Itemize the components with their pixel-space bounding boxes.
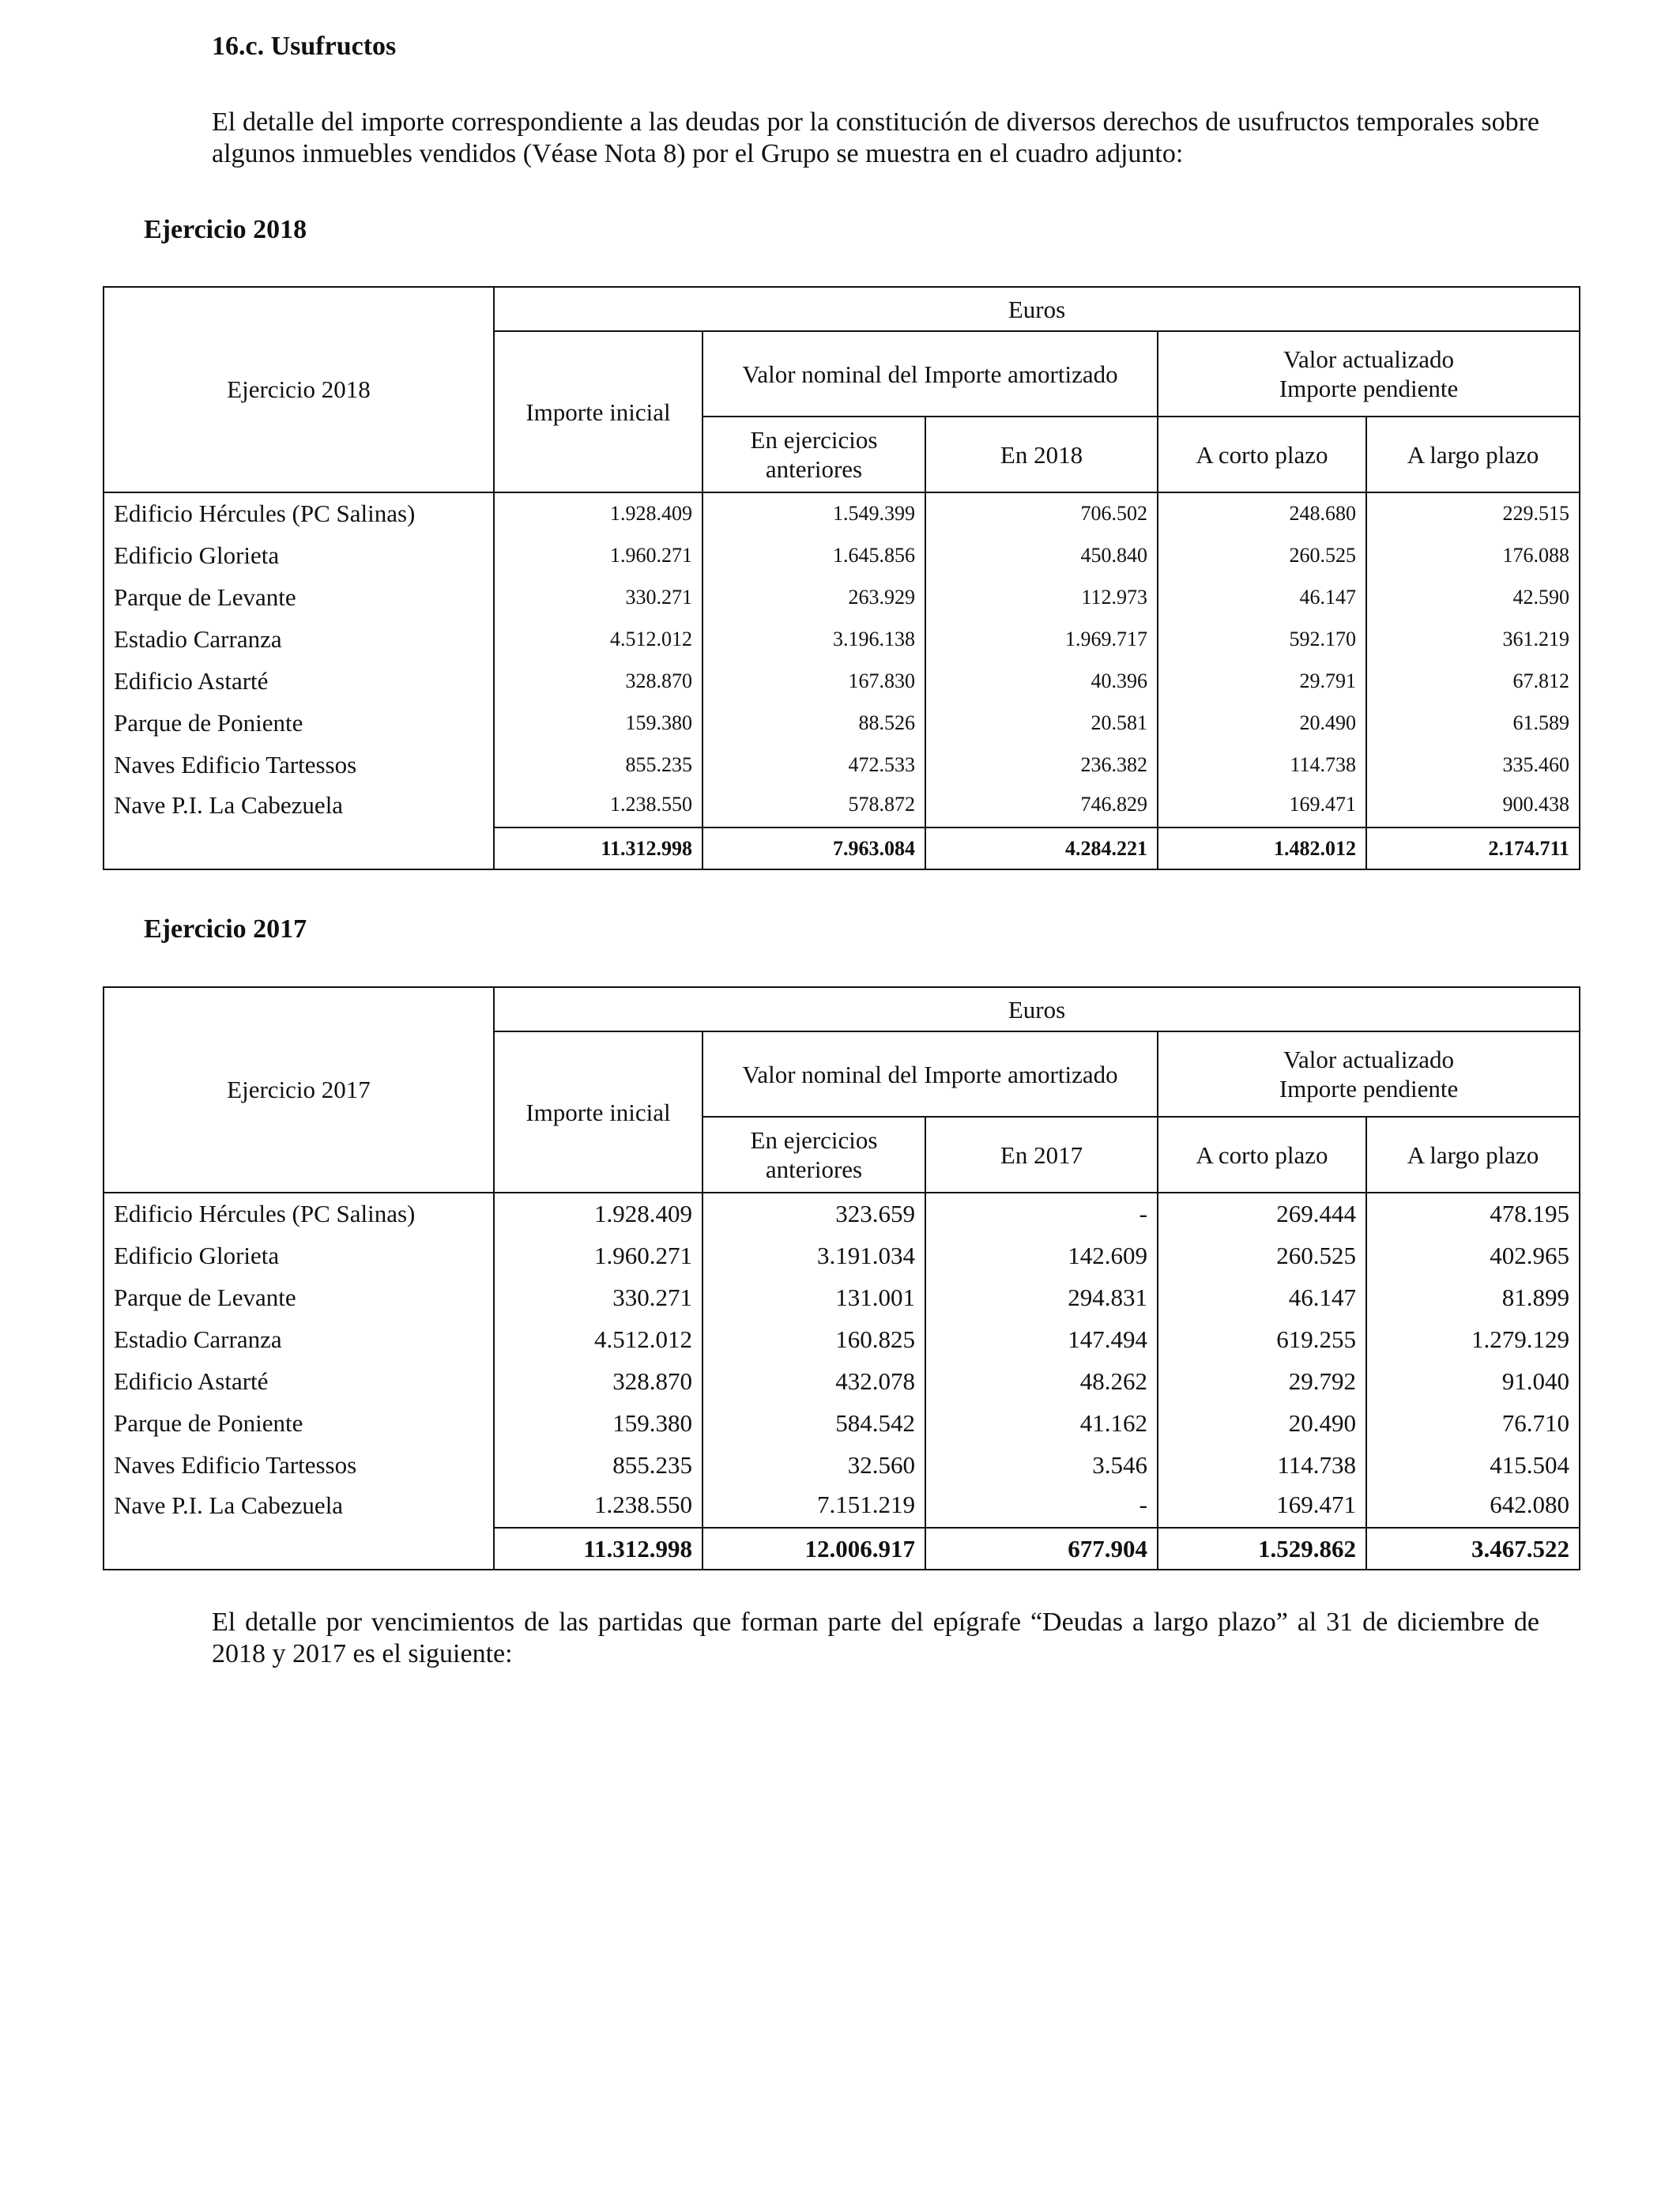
value-cell: 41.162 bbox=[925, 1402, 1158, 1444]
value-cell: 263.929 bbox=[703, 576, 925, 618]
valor-nominal-header: Valor nominal del Importe amortizado bbox=[703, 1031, 1158, 1117]
total-cell: 677.904 bbox=[925, 1528, 1158, 1570]
valor-actualizado-header: Valor actualizado Importe pendiente bbox=[1158, 331, 1580, 417]
value-cell: 114.738 bbox=[1158, 1444, 1366, 1486]
value-cell: 88.526 bbox=[703, 702, 925, 744]
row-label: Parque de Poniente bbox=[104, 1402, 494, 1444]
corner-header: Ejercicio 2017 bbox=[104, 987, 494, 1193]
usufructos-table-2017 bbox=[103, 986, 1580, 1570]
value-cell: 432.078 bbox=[703, 1360, 925, 1402]
en-year-header: En 2017 bbox=[925, 1117, 1158, 1193]
value-cell: 81.899 bbox=[1366, 1276, 1580, 1318]
value-cell: 1.969.717 bbox=[925, 618, 1158, 660]
value-cell: 330.271 bbox=[494, 576, 703, 618]
value-cell: 91.040 bbox=[1366, 1360, 1580, 1402]
value-cell: 7.151.219 bbox=[703, 1486, 925, 1528]
table-row bbox=[104, 744, 1580, 786]
value-cell: 169.471 bbox=[1158, 1486, 1366, 1528]
row-label: Edificio Hércules (PC Salinas) bbox=[104, 1193, 494, 1235]
row-label: Edificio Glorieta bbox=[104, 1235, 494, 1276]
row-label: Edificio Hércules (PC Salinas) bbox=[104, 492, 494, 534]
value-cell: 67.812 bbox=[1366, 660, 1580, 702]
table-title-2017: Ejercicio 2017 bbox=[144, 914, 307, 944]
row-label: Nave P.I. La Cabezuela bbox=[104, 786, 494, 827]
value-cell: 900.438 bbox=[1366, 786, 1580, 827]
value-cell: 159.380 bbox=[494, 702, 703, 744]
importe-inicial-header: Importe inicial bbox=[494, 1031, 703, 1193]
value-cell: 29.792 bbox=[1158, 1360, 1366, 1402]
value-cell: 328.870 bbox=[494, 1360, 703, 1402]
importe-inicial-header: Importe inicial bbox=[494, 331, 703, 492]
value-cell: 1.238.550 bbox=[494, 1486, 703, 1528]
value-cell: 3.191.034 bbox=[703, 1235, 925, 1276]
value-cell: 472.533 bbox=[703, 744, 925, 786]
value-cell: 260.525 bbox=[1158, 1235, 1366, 1276]
row-label: Estadio Carranza bbox=[104, 618, 494, 660]
total-cell: 1.529.862 bbox=[1158, 1528, 1366, 1570]
largo-plazo-header: A largo plazo bbox=[1366, 417, 1580, 492]
en-ejercicios-anteriores-header: En ejercicios anteriores bbox=[703, 417, 925, 492]
total-cell: 7.963.084 bbox=[703, 827, 925, 869]
value-cell: 159.380 bbox=[494, 1402, 703, 1444]
value-cell: 1.960.271 bbox=[494, 534, 703, 576]
value-cell: 46.147 bbox=[1158, 1276, 1366, 1318]
value-cell: 855.235 bbox=[494, 744, 703, 786]
value-cell: 450.840 bbox=[925, 534, 1158, 576]
euros-header: Euros bbox=[494, 287, 1580, 331]
value-cell: 1.960.271 bbox=[494, 1235, 703, 1276]
table-row bbox=[104, 702, 1580, 744]
value-cell: 167.830 bbox=[703, 660, 925, 702]
row-label: Edificio Astarté bbox=[104, 660, 494, 702]
value-cell: 746.829 bbox=[925, 786, 1158, 827]
value-cell: 1.238.550 bbox=[494, 786, 703, 827]
value-cell: 4.512.012 bbox=[494, 618, 703, 660]
total-cell: 11.312.998 bbox=[494, 1528, 703, 1570]
en-year-header: En 2018 bbox=[925, 417, 1158, 492]
row-label: Parque de Levante bbox=[104, 1276, 494, 1318]
value-cell: 323.659 bbox=[703, 1193, 925, 1235]
value-cell: 578.872 bbox=[703, 786, 925, 827]
value-cell: 20.490 bbox=[1158, 1402, 1366, 1444]
value-cell: 112.973 bbox=[925, 576, 1158, 618]
euros-header: Euros bbox=[494, 987, 1580, 1031]
value-cell: 1.928.409 bbox=[494, 1193, 703, 1235]
table-body-2018 bbox=[104, 492, 1580, 869]
value-cell: 131.001 bbox=[703, 1276, 925, 1318]
table-row bbox=[104, 1193, 1580, 1235]
value-cell: 269.444 bbox=[1158, 1193, 1366, 1235]
value-cell: 335.460 bbox=[1366, 744, 1580, 786]
table-row bbox=[104, 534, 1580, 576]
value-cell: 855.235 bbox=[494, 1444, 703, 1486]
outro-paragraph: El detalle por vencimientos de las partidas que forman parte del epígrafe “Deudas a largo plazo” al 31 de diciembre de 2018 y 2017 es el siguiente: bbox=[212, 1608, 1539, 1668]
total-cell: 4.284.221 bbox=[925, 827, 1158, 869]
table-row bbox=[104, 1486, 1580, 1528]
total-cell: 11.312.998 bbox=[494, 827, 703, 869]
totals-row bbox=[104, 827, 1580, 869]
usufructos-table-2018 bbox=[103, 286, 1580, 870]
row-label: Naves Edificio Tartessos bbox=[104, 1444, 494, 1486]
value-cell: 20.581 bbox=[925, 702, 1158, 744]
value-cell: 147.494 bbox=[925, 1318, 1158, 1360]
value-cell: 3.196.138 bbox=[703, 618, 925, 660]
value-cell: 1.549.399 bbox=[703, 492, 925, 534]
totals-blank-cell bbox=[104, 827, 494, 869]
value-cell: 260.525 bbox=[1158, 534, 1366, 576]
table-row bbox=[104, 618, 1580, 660]
value-cell: 46.147 bbox=[1158, 576, 1366, 618]
total-cell: 3.467.522 bbox=[1366, 1528, 1580, 1570]
row-label: Parque de Poniente bbox=[104, 702, 494, 744]
value-cell: 32.560 bbox=[703, 1444, 925, 1486]
value-cell: 236.382 bbox=[925, 744, 1158, 786]
value-cell: 706.502 bbox=[925, 492, 1158, 534]
row-label: Nave P.I. La Cabezuela bbox=[104, 1486, 494, 1528]
total-cell: 1.482.012 bbox=[1158, 827, 1366, 869]
value-cell: - bbox=[925, 1486, 1158, 1528]
value-cell: 20.490 bbox=[1158, 702, 1366, 744]
value-cell: 176.088 bbox=[1366, 534, 1580, 576]
row-label: Naves Edificio Tartessos bbox=[104, 744, 494, 786]
value-cell: 76.710 bbox=[1366, 1402, 1580, 1444]
value-cell: 642.080 bbox=[1366, 1486, 1580, 1528]
totals-row bbox=[104, 1528, 1580, 1570]
table-row bbox=[104, 1276, 1580, 1318]
table-row bbox=[104, 492, 1580, 534]
value-cell: 142.609 bbox=[925, 1235, 1158, 1276]
corto-plazo-header: A corto plazo bbox=[1158, 417, 1366, 492]
value-cell: 619.255 bbox=[1158, 1318, 1366, 1360]
value-cell: 48.262 bbox=[925, 1360, 1158, 1402]
value-cell: 4.512.012 bbox=[494, 1318, 703, 1360]
value-cell: 61.589 bbox=[1366, 702, 1580, 744]
value-cell: 160.825 bbox=[703, 1318, 925, 1360]
value-cell: 361.219 bbox=[1366, 618, 1580, 660]
value-cell: 415.504 bbox=[1366, 1444, 1580, 1486]
table-title-2018: Ejercicio 2018 bbox=[144, 215, 307, 244]
value-cell: 294.831 bbox=[925, 1276, 1158, 1318]
value-cell: 584.542 bbox=[703, 1402, 925, 1444]
intro-paragraph: El detalle del importe correspondiente a las deudas por la constitución de diversos derechos de usufructos temporales sobre algunos inmuebles vendidos (Véase Nota 8) por el Grupo se muestra en el cuadro adjunto: bbox=[212, 107, 1539, 168]
value-cell: 1.928.409 bbox=[494, 492, 703, 534]
value-cell: 169.471 bbox=[1158, 786, 1366, 827]
largo-plazo-header: A largo plazo bbox=[1366, 1117, 1580, 1193]
value-cell: - bbox=[925, 1193, 1158, 1235]
table-row bbox=[104, 1402, 1580, 1444]
section-heading: 16.c. Usufructos bbox=[212, 32, 397, 61]
value-cell: 1.645.856 bbox=[703, 534, 925, 576]
total-cell: 12.006.917 bbox=[703, 1528, 925, 1570]
row-label: Estadio Carranza bbox=[104, 1318, 494, 1360]
table-row bbox=[104, 1360, 1580, 1402]
row-label: Parque de Levante bbox=[104, 576, 494, 618]
row-label: Edificio Glorieta bbox=[104, 534, 494, 576]
value-cell: 592.170 bbox=[1158, 618, 1366, 660]
value-cell: 402.965 bbox=[1366, 1235, 1580, 1276]
table-row bbox=[104, 660, 1580, 702]
value-cell: 42.590 bbox=[1366, 576, 1580, 618]
value-cell: 29.791 bbox=[1158, 660, 1366, 702]
value-cell: 40.396 bbox=[925, 660, 1158, 702]
value-cell: 3.546 bbox=[925, 1444, 1158, 1486]
row-label: Edificio Astarté bbox=[104, 1360, 494, 1402]
value-cell: 248.680 bbox=[1158, 492, 1366, 534]
value-cell: 328.870 bbox=[494, 660, 703, 702]
value-cell: 1.279.129 bbox=[1366, 1318, 1580, 1360]
en-ejercicios-anteriores-header: En ejercicios anteriores bbox=[703, 1117, 925, 1193]
value-cell: 478.195 bbox=[1366, 1193, 1580, 1235]
table-body-2017 bbox=[104, 1193, 1580, 1570]
value-cell: 330.271 bbox=[494, 1276, 703, 1318]
value-cell: 229.515 bbox=[1366, 492, 1580, 534]
value-cell: 114.738 bbox=[1158, 744, 1366, 786]
table-row bbox=[104, 786, 1580, 827]
valor-nominal-header: Valor nominal del Importe amortizado bbox=[703, 331, 1158, 417]
corner-header: Ejercicio 2018 bbox=[104, 287, 494, 492]
table-row bbox=[104, 1235, 1580, 1276]
table-row bbox=[104, 1318, 1580, 1360]
valor-actualizado-header: Valor actualizado Importe pendiente bbox=[1158, 1031, 1580, 1117]
corto-plazo-header: A corto plazo bbox=[1158, 1117, 1366, 1193]
table-row bbox=[104, 576, 1580, 618]
totals-blank-cell bbox=[104, 1528, 494, 1570]
total-cell: 2.174.711 bbox=[1366, 827, 1580, 869]
table-row bbox=[104, 1444, 1580, 1486]
